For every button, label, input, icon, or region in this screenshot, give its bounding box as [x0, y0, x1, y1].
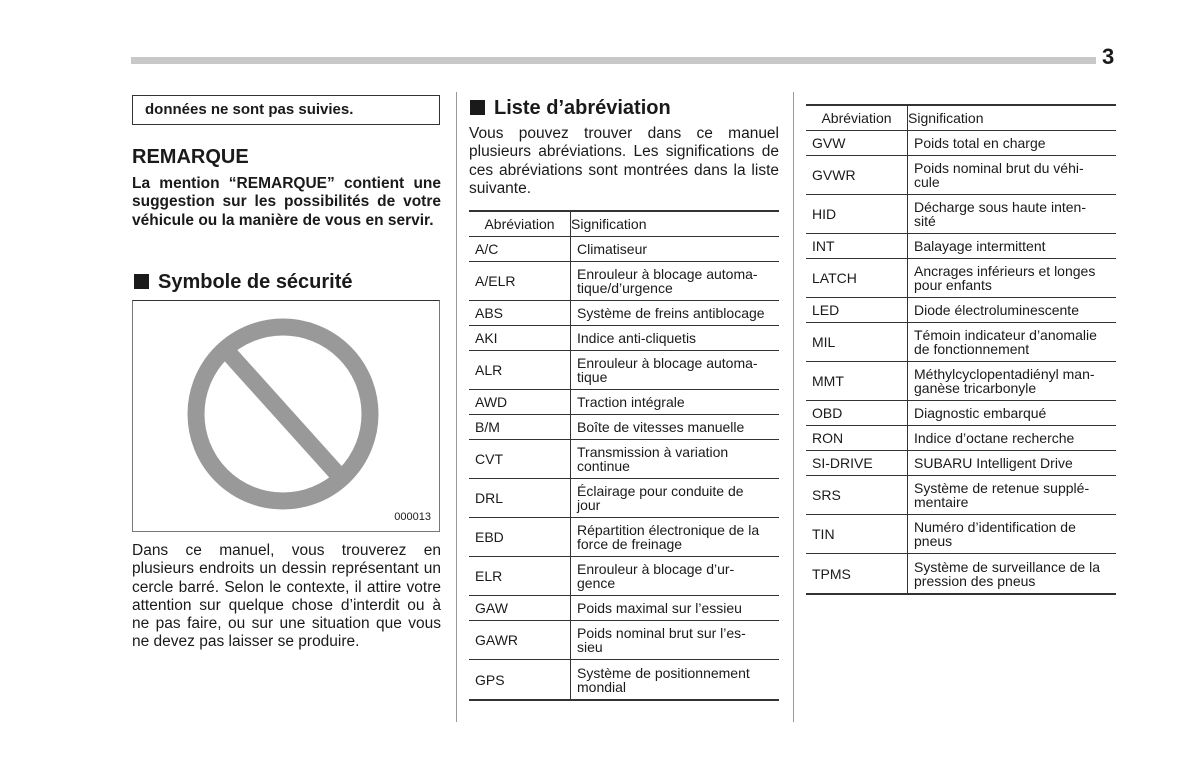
abbreviation-cell: GAW — [469, 596, 571, 620]
figure-id: 000013 — [394, 511, 431, 523]
table-row — [806, 298, 1116, 323]
abbreviation-cell: GVW — [806, 131, 908, 155]
table-row — [469, 660, 779, 699]
safety-symbol-title: Symbole de sécurité — [158, 271, 353, 293]
abbreviation-title: Liste d’abréviation — [494, 97, 671, 119]
table-row — [469, 621, 779, 660]
meaning-cell: Enrouleur à blocage d’ur- gence — [577, 561, 735, 591]
table-row — [806, 451, 1116, 476]
table-row — [469, 390, 779, 415]
prohibition-icon — [133, 301, 439, 531]
header-rule — [131, 57, 1096, 64]
abbreviation-cell: GAWR — [469, 621, 571, 659]
abbreviation-cell: CVT — [469, 440, 571, 478]
abbreviation-cell: INT — [806, 234, 908, 258]
abbreviation-cell: LATCH — [806, 259, 908, 297]
meaning-cell: Ancrages inférieurs et longes pour enfants — [914, 263, 1096, 293]
remark-text: La mention “REMARQUE” contient une suggestion sur les possibilités de votre véhicule ou la manière de vous en servir. — [132, 175, 441, 229]
meaning-cell: Diagnostic embarqué — [914, 405, 1047, 421]
meaning-cell: Enrouleur à blocage automa- tique/d’urgence — [577, 266, 758, 296]
header-meaning: Signification — [571, 216, 647, 232]
meaning-cell: Traction intégrale — [577, 394, 685, 410]
table-row — [469, 518, 779, 557]
abbreviation-cell: MIL — [806, 323, 908, 361]
meaning-cell: Éclairage pour conduite de jour — [577, 483, 744, 513]
abbreviation-cell: B/M — [469, 415, 571, 439]
abbreviation-table-1 — [469, 210, 779, 701]
header-meaning: Signification — [908, 110, 984, 126]
table-row — [806, 234, 1116, 259]
table-row — [469, 596, 779, 621]
meaning-cell: Climatiseur — [577, 241, 648, 257]
meaning-cell: Poids total en charge — [914, 135, 1046, 151]
meaning-cell: Méthylcyclopentadiényl man- ganèse tricarbonyle — [914, 366, 1095, 396]
abbreviation-cell: MMT — [806, 362, 908, 400]
abbreviation-cell: HID — [806, 195, 908, 233]
meaning-cell: Transmission à variation continue — [577, 444, 729, 474]
abbreviation-intro: Vous pouvez trouver dans ce manuel plusieurs abréviations. Les significations de ces abréviations sont montrées dans la liste suivante. — [469, 125, 779, 197]
meaning-cell: Décharge sous haute inten- sité — [914, 199, 1086, 229]
meaning-cell: Système de freins antiblocage — [577, 305, 765, 321]
table-row — [806, 131, 1116, 156]
abbreviation-cell: OBD — [806, 401, 908, 425]
table-row — [469, 237, 779, 262]
abbreviation-cell: SRS — [806, 476, 908, 514]
table-row — [806, 195, 1116, 234]
column-divider — [793, 92, 794, 722]
meaning-cell: Poids maximal sur l’essieu — [577, 600, 742, 616]
table-row — [469, 557, 779, 596]
meaning-cell: Balayage intermittent — [914, 238, 1046, 254]
abbreviation-heading — [470, 97, 671, 120]
abbreviation-cell: EBD — [469, 518, 571, 556]
table-row — [469, 440, 779, 479]
page-number: 3 — [1102, 44, 1115, 69]
meaning-cell: Poids nominal brut du véhi- cule — [914, 160, 1084, 190]
abbreviation-table-2 — [806, 104, 1116, 595]
meaning-cell: SUBARU Intelligent Drive — [914, 455, 1073, 471]
abbreviation-cell: LED — [806, 298, 908, 322]
abbreviation-cell: GPS — [469, 660, 571, 699]
meaning-cell: Indice d’octane recherche — [914, 430, 1075, 446]
warning-box-end: données ne sont pas suivies. — [132, 95, 440, 125]
table-row — [806, 554, 1116, 593]
table-header-row — [469, 212, 779, 237]
meaning-cell: Boîte de vitesses manuelle — [577, 419, 745, 435]
meaning-cell: Système de retenue supplé- mentaire — [914, 480, 1090, 510]
abbreviation-cell: DRL — [469, 479, 571, 517]
table-row — [469, 301, 779, 326]
header-abbreviation: Abréviation — [469, 212, 571, 236]
meaning-cell: Témoin indicateur d’anomalie de fonctionnement — [914, 327, 1097, 357]
safety-symbol-text: Dans ce manuel, vous trouverez en plusieurs endroits un dessin représentant un cercle barré. Selon le contexte, il attire votre attention sur quelque chose d’interdit ou à ne pas faire, ou sur une situation que vous ne devez pas laisser se produire. — [132, 542, 441, 651]
meaning-cell: Système de surveillance de la pression des pneus — [914, 558, 1100, 589]
table-row — [806, 156, 1116, 195]
square-bullet-icon — [134, 274, 149, 289]
table-row — [469, 326, 779, 351]
meaning-cell: Poids nominal brut sur l’es- sieu — [577, 625, 746, 655]
meaning-cell: Enrouleur à blocage automa- tique — [577, 355, 758, 385]
header-abbreviation: Abréviation — [806, 106, 908, 130]
abbreviation-cell: AKI — [469, 326, 571, 350]
abbreviation-cell: A/C — [469, 237, 571, 261]
abbreviation-cell: ABS — [469, 301, 571, 325]
table-row — [806, 259, 1116, 298]
remark-title: REMARQUE — [132, 146, 249, 168]
abbreviation-cell: TPMS — [806, 554, 908, 593]
meaning-cell: Diode électroluminescente — [914, 302, 1079, 318]
meaning-cell: Indice anti-cliquetis — [577, 330, 697, 346]
meaning-cell: Système de positionnement mondial — [577, 664, 750, 695]
abbreviation-cell: A/ELR — [469, 262, 571, 300]
abbreviation-cell: ALR — [469, 351, 571, 389]
table-row — [806, 401, 1116, 426]
table-row — [806, 362, 1116, 401]
abbreviation-cell: GVWR — [806, 156, 908, 194]
table-row — [469, 479, 779, 518]
table-row — [469, 262, 779, 301]
meaning-cell: Numéro d’identification de pneus — [914, 519, 1076, 549]
table-row — [469, 415, 779, 440]
abbreviation-cell: ELR — [469, 557, 571, 595]
safety-symbol-heading — [134, 271, 353, 294]
table-row — [806, 426, 1116, 451]
abbreviation-cell: SI-DRIVE — [806, 451, 908, 475]
table-row — [469, 351, 779, 390]
abbreviation-cell: TIN — [806, 515, 908, 553]
meaning-cell: Répartition électronique de la force de freinage — [577, 522, 760, 552]
abbreviation-cell: RON — [806, 426, 908, 450]
abbreviation-cell: AWD — [469, 390, 571, 414]
table-header-row — [806, 106, 1116, 131]
table-row — [806, 476, 1116, 515]
column-divider — [456, 92, 457, 722]
square-bullet-icon — [470, 100, 485, 115]
safety-symbol-figure — [132, 300, 440, 532]
table-row — [806, 515, 1116, 554]
table-row — [806, 323, 1116, 362]
